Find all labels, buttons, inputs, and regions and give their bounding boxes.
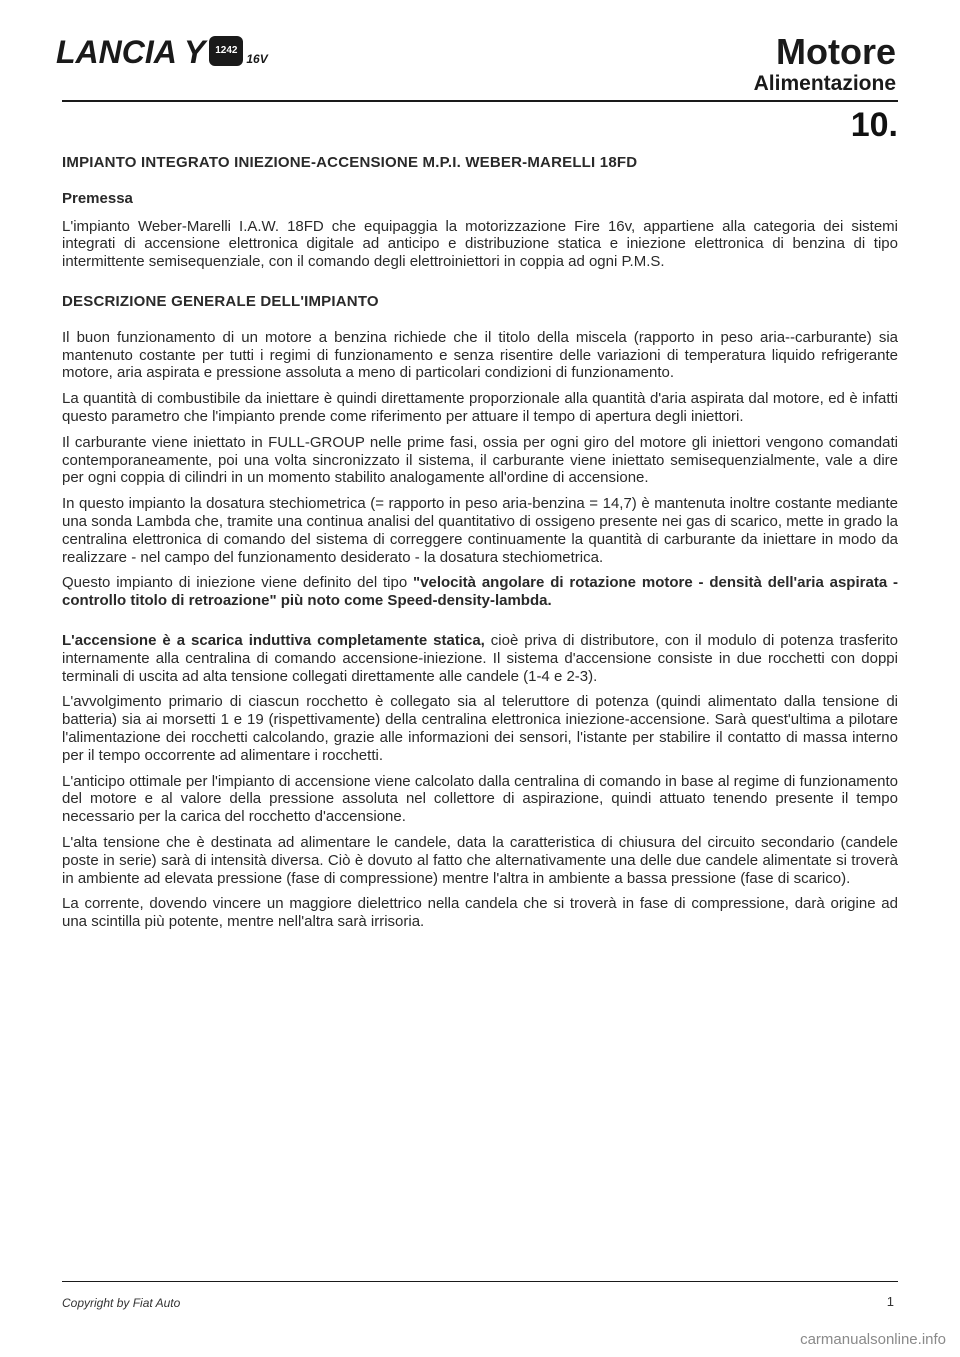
paragraph: Il carburante viene iniettato in FULL-GROUP nelle prime fasi, ossia per ogni giro del motore gli iniettori vengono comandati contemporaneamente, poi una volta sincronizzato il sistema, il carburante viene iniettato semisequenzialmente, vale a dire per ogni coppia di cilindri in un momento stabilito analogamente all'ordine di accensione. bbox=[62, 433, 898, 487]
paragraph: L'avvolgimento primario di ciascun rocchetto è collegato sia al teleruttore di potenza (quindi alimentato dalla tensione di batteria) sia ai morsetti 1 e 19 (rispettivamente) della centralina elettronica iniezione-accensione. Sarà quest'ultima a pilotare l'alimentazione dei rocchetti calcolando, grazie alle informazioni dei sensori, l'istante per stabilire il contatto di massa interno per il tempo occorrente ad alimentare i rocchetti. bbox=[62, 693, 898, 764]
subsection-title: Alimentazione bbox=[753, 72, 896, 95]
paragraph-rest: cioè priva di distributore, con il modulo di potenza trasferito internamente alla centralina di comando accensione-iniezione. Il sistema d'accensione consiste in due rocchetti con doppi terminali di uscita ad alta tensione collegati direttamente alle candele (1-4 e 2-3). bbox=[62, 631, 898, 685]
chapter-number: 10. bbox=[850, 106, 898, 144]
paragraph: La corrente, dovendo vincere un maggiore dielettrico nella candela che si troverà in fase di compressione, darà origine ad una scintilla più potente, mentre nell'altra sarà irrisoria. bbox=[62, 895, 898, 931]
premessa-paragraph: L'impianto Weber-Marelli I.A.W. 18FD che equipaggia la motorizzazione Fire 16v, appartiene alla categoria dei sistemi integrati di accensione elettronica digitale ad anticipo e distribuzione statica e iniezione elettronica di benzina di tipo intermittente semisequenziale, con il comando degli elettroiniettori in coppia ad ogni P.M.S. bbox=[62, 217, 898, 271]
paragraph: Il buon funzionamento di un motore a benzina richiede che il titolo della miscela (rapporto in peso aria--carburante) sia mantenuto costante per tutti i regimi di funzionamento e senza risentire delle variazioni di temperatura liquido refrigerante motore, aria aspirata e pressione assoluta a meno di particolari condizioni di funzionamento. bbox=[62, 328, 898, 382]
copyright-text: Copyright by Fiat Auto bbox=[62, 1296, 181, 1310]
section-title: Motore bbox=[776, 31, 896, 72]
paragraph: L'alta tensione che è destinata ad alimentare le candele, data la caratteristica di chiusura del circuito secondario (candele poste in serie) sarà di intensità diversa. Ciò è dovuto al fatto che alternativamente una delle due candele alimentate si troverà in ambiente ad elevata pressione (fase di compressione) mentre l'altra in ambiente a bassa pressione (fase di scarico). bbox=[62, 833, 898, 887]
description-heading: DESCRIZIONE GENERALE DELL'IMPIANTO bbox=[62, 292, 379, 310]
document-body bbox=[62, 154, 898, 939]
watermark: carmanualsonline.info bbox=[800, 1331, 946, 1348]
paragraph-intro: Questo impianto di iniezione viene definito del tipo bbox=[62, 574, 414, 592]
footer-divider bbox=[62, 1281, 898, 1282]
premessa-heading: Premessa bbox=[62, 189, 133, 207]
document-title: IMPIANTO INTEGRATO INIEZIONE-ACCENSIONE M.P.I. WEBER-MARELLI 18FD bbox=[62, 154, 638, 171]
section-header bbox=[754, 32, 896, 96]
brand-name: LANCIA Y bbox=[56, 34, 206, 70]
paragraph: In questo impianto la dosatura stechiometrica (= rapporto in peso aria-benzina = 14,7) è mantenuta inoltre costante mediante una sonda Lambda che, tramite una continua analisi del quantitativo di ossigeno presente nei gas di scarico, mette in grado la centralina elettronica di comando del sistema di correggere continuamente la quantità di carburante da iniettare in modo da realizzare - nel campo del funzionamento desiderato - la dosatura stechiometrica. bbox=[62, 495, 898, 566]
header-divider bbox=[62, 100, 898, 102]
brand-logo bbox=[56, 34, 268, 71]
variant-label: 16V bbox=[246, 51, 268, 66]
page-number: 1 bbox=[886, 1294, 894, 1309]
paragraph-emphasis: "velocità angolare di rotazione motore - densità dell'aria aspirata - controllo titolo di retroazione" più noto come Speed-density-lambda. bbox=[62, 574, 898, 610]
paragraph bbox=[62, 574, 898, 610]
engine-badge: 1242 bbox=[209, 36, 243, 66]
paragraph: La quantità di combustibile da iniettare è quindi direttamente proporzionale alla quantità d'aria aspirata dal motore, ed è infatti questo parametro che l'impianto prende come riferimento per attuare il tempo di apertura degli iniettori. bbox=[62, 390, 898, 425]
paragraph: L'anticipo ottimale per l'impianto di accensione viene calcolato dalla centralina di comando in base al regime di funzionamento del motore e al valore della pressione assoluta nel collettore di aspirazione, quindi attuato tenendo presente il tempo necessario per la carica del rocchetto d'accensione. bbox=[62, 772, 898, 826]
paragraph-emphasis: L'accensione è a scarica induttiva completamente statica, bbox=[62, 631, 485, 649]
paragraph bbox=[62, 632, 898, 685]
